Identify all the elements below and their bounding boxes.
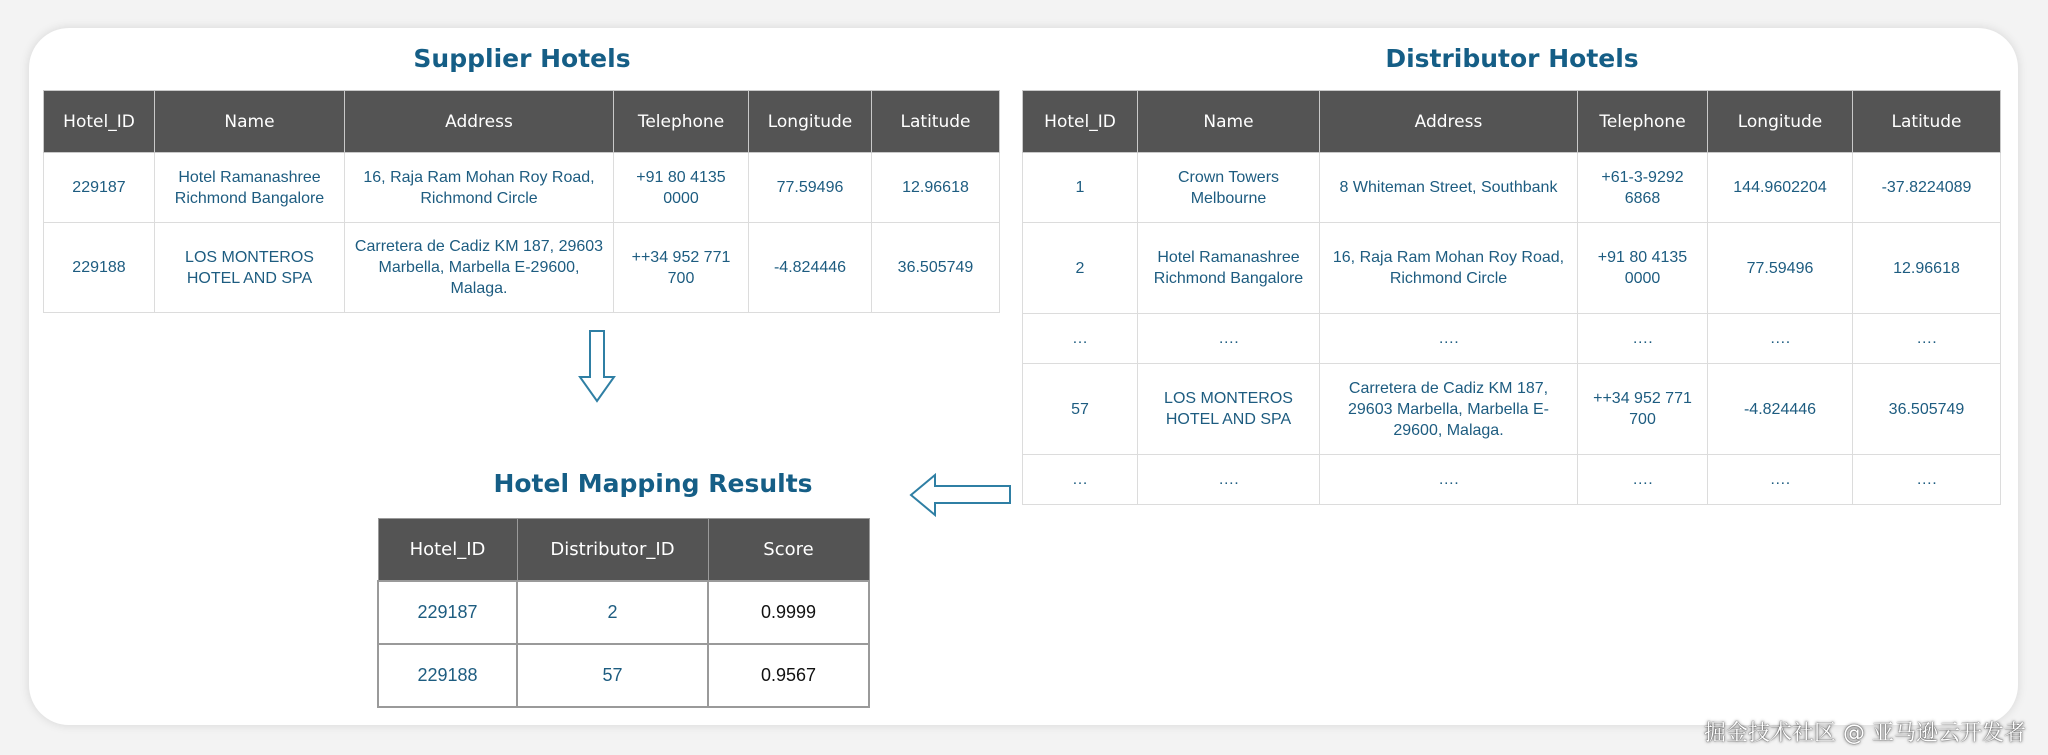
- table-cell: 229188: [378, 644, 517, 707]
- table-cell: Carretera de Cadiz KM 187, 29603 Marbella, Marbella E-29600, Malaga.: [1320, 364, 1578, 455]
- column-header: Hotel_ID: [1023, 91, 1138, 153]
- table-cell: Carretera de Cadiz KM 187, 29603 Marbella, Marbella E-29600, Malaga.: [345, 223, 614, 313]
- table-cell: Hotel Ramanashree Richmond Bangalore: [1138, 223, 1320, 314]
- table-row: [1023, 223, 2001, 314]
- table-cell: …: [1023, 314, 1138, 364]
- column-header: Score: [708, 519, 869, 581]
- table-row: [44, 223, 1000, 313]
- table-cell: 8 Whiteman Street, Southbank: [1320, 153, 1578, 223]
- table-cell: ++34 952 771 700: [614, 223, 749, 313]
- diagram-card: [29, 28, 2018, 725]
- score-cell: 0.9999: [708, 581, 869, 644]
- table-cell: 12.96618: [1853, 223, 2001, 314]
- table-cell: ….: [1578, 314, 1708, 364]
- table-cell: ….: [1708, 314, 1853, 364]
- down-arrow-icon: [577, 329, 617, 405]
- watermark-text: 掘金技术社区 @ 亚马逊云开发者: [1704, 721, 2026, 746]
- column-header: Name: [155, 91, 345, 153]
- table-row: [44, 153, 1000, 223]
- column-header: Hotel_ID: [44, 91, 155, 153]
- table-row: [1023, 364, 2001, 455]
- table-cell: ….: [1320, 314, 1578, 364]
- table-cell: 229187: [378, 581, 517, 644]
- column-header: Distributor_ID: [517, 519, 708, 581]
- table-cell: ….: [1138, 455, 1320, 505]
- table-cell: ….: [1708, 455, 1853, 505]
- column-header: Name: [1138, 91, 1320, 153]
- table-cell: ….: [1320, 455, 1578, 505]
- column-header: Telephone: [614, 91, 749, 153]
- column-header: Telephone: [1578, 91, 1708, 153]
- distributor-hotels-title: Distributor Hotels: [1385, 44, 1639, 73]
- mapping-results-title: Hotel Mapping Results: [493, 469, 813, 498]
- column-header: Latitude: [872, 91, 1000, 153]
- column-header: Address: [345, 91, 614, 153]
- table-cell: Hotel Ramanashree Richmond Bangalore: [155, 153, 345, 223]
- table-cell: ….: [1138, 314, 1320, 364]
- table-cell: 229187: [44, 153, 155, 223]
- table-cell: +91 80 4135 0000: [614, 153, 749, 223]
- table-cell: 16, Raja Ram Mohan Roy Road, Richmond Circle: [1320, 223, 1578, 314]
- column-header: Hotel_ID: [378, 519, 517, 581]
- table-cell: 1: [1023, 153, 1138, 223]
- table-cell: -4.824446: [1708, 364, 1853, 455]
- table-cell: 16, Raja Ram Mohan Roy Road, Richmond Circle: [345, 153, 614, 223]
- table-cell: -4.824446: [749, 223, 872, 313]
- table-cell: +91 80 4135 0000: [1578, 223, 1708, 314]
- score-cell: 0.9567: [708, 644, 869, 707]
- table-cell: 57: [1023, 364, 1138, 455]
- table-row: [1023, 314, 2001, 364]
- table-cell: ….: [1578, 455, 1708, 505]
- table-cell: Crown Towers Melbourne: [1138, 153, 1320, 223]
- table-cell: 36.505749: [1853, 364, 2001, 455]
- table-cell: 36.505749: [872, 223, 1000, 313]
- table-cell: 144.9602204: [1708, 153, 1853, 223]
- column-header: Address: [1320, 91, 1578, 153]
- table-cell: 77.59496: [1708, 223, 1853, 314]
- column-header: Longitude: [749, 91, 872, 153]
- table-cell: 57: [517, 644, 708, 707]
- column-header: Latitude: [1853, 91, 2001, 153]
- table-cell: LOS MONTEROS HOTEL AND SPA: [1138, 364, 1320, 455]
- table-cell: ….: [1853, 314, 2001, 364]
- table-cell: 12.96618: [872, 153, 1000, 223]
- table-row: [378, 581, 869, 644]
- table-cell: 77.59496: [749, 153, 872, 223]
- table-cell: 229188: [44, 223, 155, 313]
- table-cell: LOS MONTEROS HOTEL AND SPA: [155, 223, 345, 313]
- table-cell: 2: [1023, 223, 1138, 314]
- supplier-hotels-title: Supplier Hotels: [413, 44, 631, 73]
- table-row: [1023, 455, 2001, 505]
- table-cell: -37.8224089: [1853, 153, 2001, 223]
- supplier-hotels-table: [43, 90, 1000, 313]
- table-cell: …: [1023, 455, 1138, 505]
- table-row: [1023, 153, 2001, 223]
- table-cell: ++34 952 771 700: [1578, 364, 1708, 455]
- table-cell: ….: [1853, 455, 2001, 505]
- column-header: Longitude: [1708, 91, 1853, 153]
- table-row: [378, 644, 869, 707]
- table-cell: +61-3-9292 6868: [1578, 153, 1708, 223]
- mapping-results-table: [377, 518, 870, 708]
- distributor-hotels-table: [1022, 90, 2001, 505]
- table-cell: 2: [517, 581, 708, 644]
